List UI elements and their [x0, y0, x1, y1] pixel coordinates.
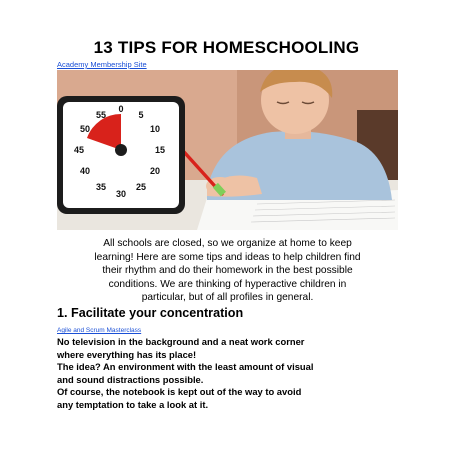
timer-num-50: 50 [79, 124, 91, 134]
timer-num-15: 15 [154, 145, 166, 155]
intro-paragraph [57, 237, 398, 305]
timer-num-45: 45 [73, 145, 85, 155]
intro-line: All schools are closed, so we organize at home to keep [103, 238, 352, 249]
timer-num-55: 55 [95, 110, 107, 120]
section-body [57, 336, 407, 412]
timer-num-20: 20 [149, 166, 161, 176]
section-body-line: any temptation to take a look at it. [57, 398, 209, 410]
timer [57, 96, 185, 214]
timer-num-25: 25 [135, 182, 147, 192]
agile-scrum-masterclass-link[interactable]: Agile and Scrum Masterclass [57, 327, 142, 334]
timer-num-10: 10 [149, 124, 161, 134]
timer-knob [115, 144, 127, 156]
section-body-line: The idea? An environment with the least amount of visual [57, 361, 314, 373]
section-heading: 1. Facilitate your concentration [57, 306, 244, 320]
timer-num-40: 40 [79, 166, 91, 176]
timer-num-0: 0 [118, 104, 124, 114]
section-body-line: and sound distractions possible. [57, 373, 204, 385]
timer-num-35: 35 [95, 182, 107, 192]
section-body-line: Of course, the notebook is kept out of the way to avoid [57, 386, 302, 398]
timer-num-30: 30 [115, 189, 127, 199]
intro-line: learning! Here are some tips and ideas to help children find [94, 251, 361, 263]
section-body-line: No television in the background and a neat work corner [57, 336, 305, 347]
intro-line: conditions. We are thinking of hyperactive children in [108, 278, 347, 290]
timer-num-5: 5 [138, 110, 144, 120]
intro-line: their rhythm and do their homework in the best possible [102, 265, 353, 277]
page-title: 13 TIPS FOR HOMESCHOOLING [93, 38, 360, 57]
academy-membership-link[interactable]: Academy Membership Site [57, 60, 147, 69]
intro-line: particular, but of all profiles in general. [141, 292, 314, 304]
photo-boy-with-timer [57, 70, 398, 230]
section-body-line: where everything has its place! [57, 348, 197, 360]
photo-illustration [57, 70, 398, 230]
